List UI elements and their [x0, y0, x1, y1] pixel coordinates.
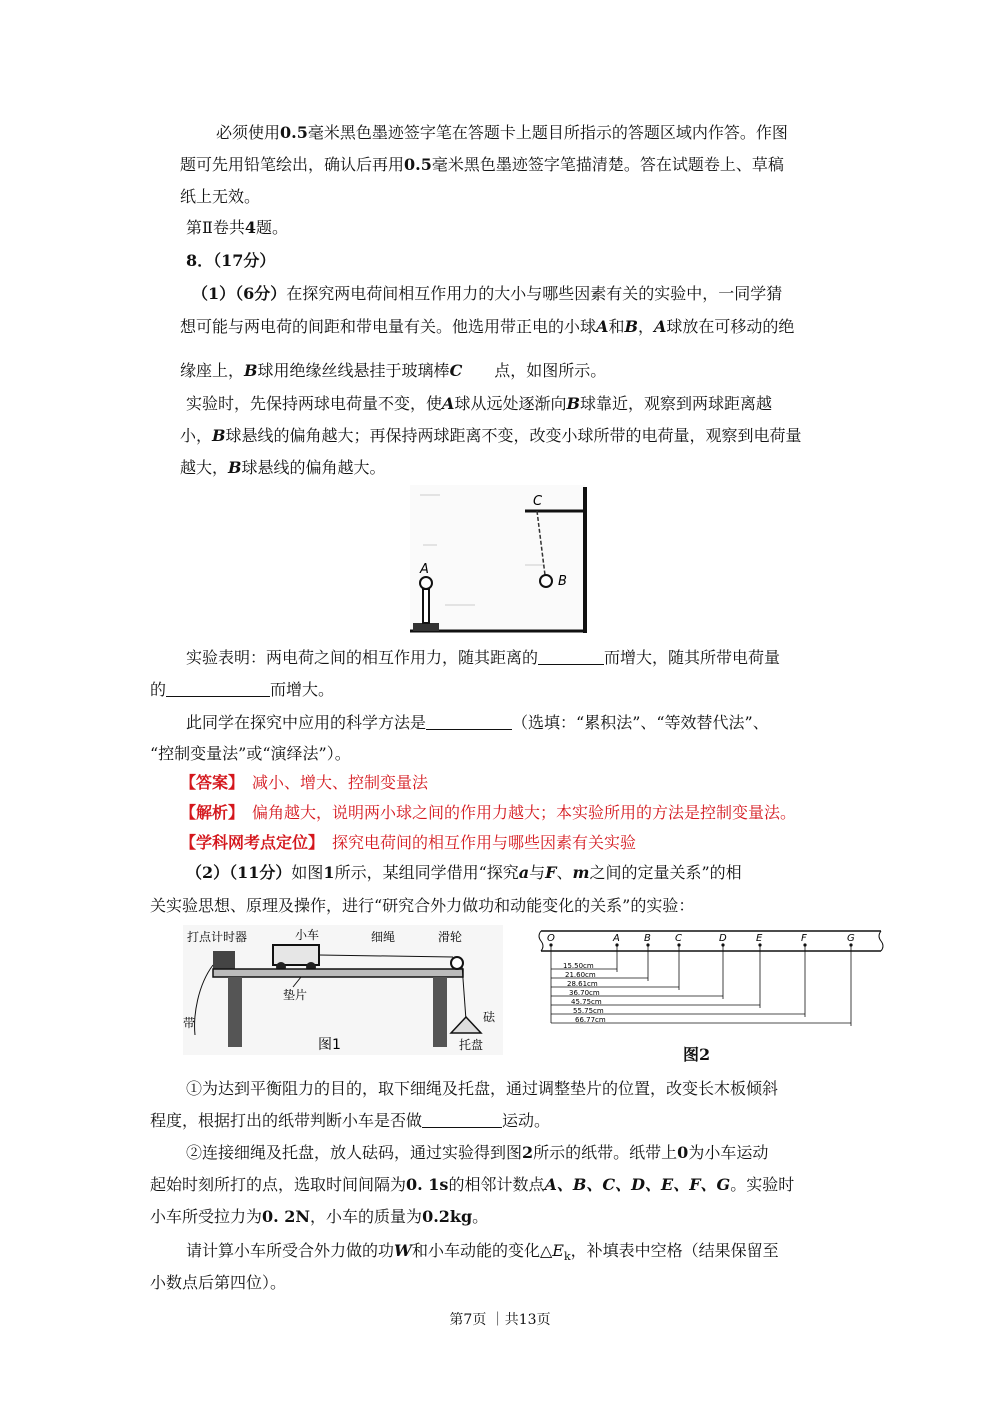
tape-point-label: O: [547, 933, 555, 944]
question-8-header: 8．（17分）: [186, 251, 276, 270]
tape-point-label: D: [719, 933, 727, 944]
tape-point-label: A: [613, 933, 620, 944]
part2-step2-line-2: 起始时刻所打的点，选取时间间隔为0. 1s的相邻计数点A、B、C、D、E、F、G。实验时: [150, 1175, 795, 1194]
label-tray: 托盘: [459, 1038, 484, 1052]
part1-result-line-1: 实验表明：两电荷之间的相互作用力，随其距离的 而增大，随其所带电荷量: [186, 648, 781, 667]
tape-dimension-label: 21.60cm: [565, 971, 596, 979]
part2-step3-line-1: 请计算小车所受合外力做的功W和小车动能的变化$\triangle E_k$，补填表中空格（结果保留至: [186, 1241, 779, 1264]
apparatus-figure-1: [183, 925, 503, 1055]
answer: 【答案】 减小、增大、控制变量法: [180, 773, 429, 792]
tape-point-label: E: [756, 933, 763, 944]
part2-step2-line-1: ②连接细绳及托盘，放人砝码，通过实验得到图2所示的纸带。纸带上0为小车运动: [186, 1143, 769, 1162]
tape-point-label: F: [801, 933, 807, 944]
part1-exp-line-1: 实验时，先保持两球电荷量不变，使A球从远处逐渐向B球靠近，观察到两球距离越: [186, 394, 772, 413]
part2-line-1: （2）（11分）如图1所示，某组同学借用“探究a与F、m之间的定量关系”的相: [186, 863, 742, 882]
label-weights: 砝: [483, 1010, 496, 1024]
tape-point-label: B: [644, 933, 651, 944]
tape-dimension-label: 15.50cm: [563, 962, 594, 970]
figure-label-c: C: [533, 494, 543, 509]
part2-step3-line-2: 小数点后第四位）。: [150, 1273, 287, 1292]
part1-method-line-2: “控制变量法”或“演绎法”）。: [150, 744, 351, 763]
part2-line-2: 关实验思想、原理及操作，进行“研究合外力做功和动能变化的关系”的实验：: [150, 896, 695, 915]
charge-experiment-figure: [405, 485, 595, 635]
tape-dimension-label: 66.77cm: [575, 1016, 606, 1024]
tape-dimension-label: 45.75cm: [571, 998, 602, 1006]
label-pad: 垫片: [283, 988, 308, 1002]
tape-point-label: C: [675, 933, 682, 944]
label-cart: 小车: [295, 928, 320, 942]
label-timer: 打点计时器: [187, 930, 248, 944]
paper-tape-figure-2: [535, 925, 887, 1027]
tape-dimensions: [551, 962, 851, 1024]
figure-label-b: B: [558, 574, 567, 589]
label-pulley: 滑轮: [438, 930, 463, 944]
part2-step1-line-2: 程度，根据打出的纸带判断小车是否做 运动。: [150, 1111, 551, 1130]
tape-dimension-label: 36.70cm: [569, 989, 600, 997]
instruction-line-3: 纸上无效。: [180, 187, 261, 206]
instruction-line-2: 题可先用铅笔绘出，确认后再用0.5毫米黑色墨迹签字笔描清楚。答在试题卷上、草稿: [180, 155, 784, 174]
part1-method-line-1: 此同学在探究中应用的科学方法是 （选填：“累积法”、“等效替代法”、: [186, 713, 769, 732]
part2-step2-line-3: 小车所受拉力为0. 2N，小车的质量为0.2kg。: [150, 1207, 489, 1226]
tape-dimension-label: 28.61cm: [567, 980, 598, 988]
figure-2-caption: 图2: [683, 1045, 711, 1064]
instruction-line-1: 必须使用0.5毫米黑色墨迹签字笔在答题卡上题目所指示的答题区域内作答。作图: [216, 123, 788, 142]
figure-1-caption: 图1: [318, 1037, 341, 1053]
part1-line-1: （1）（6分）在探究两电荷间相互作用力的大小与哪些因素有关的实验中，一同学猜: [192, 284, 783, 303]
label-rope: 细绳: [371, 930, 396, 944]
analysis: 【解析】 偏角越大，说明两小球之间的作用力越大；本实验所用的方法是控制变量法。: [180, 803, 797, 822]
page-footer: 第7页 ｜共13页: [449, 1312, 551, 1328]
part2-step1-line-1: ①为达到平衡阻力的目的，取下细绳及托盘，通过调整垫片的位置，改变长木板倾斜: [186, 1079, 779, 1098]
part1-result-line-2: 的 而增大。: [150, 680, 335, 699]
label-tape: 带: [183, 1016, 196, 1030]
part1-line-3: 缘座上，B球用绝缘丝线悬挂于玻璃棒C 点，如图所示。: [180, 361, 607, 380]
tape-dimension-label: 55.75cm: [573, 1007, 604, 1015]
volume-note: 第Ⅱ卷共4题。: [186, 218, 289, 237]
part1-exp-line-3: 越大，B球悬线的偏角越大。: [180, 458, 386, 477]
figure-label-a: A: [420, 562, 429, 577]
part1-exp-line-2: 小，B球悬线的偏角越大；再保持两球距离不变，改变小球所带的电荷量，观察到电荷量: [180, 426, 802, 445]
tape-point-label: G: [847, 933, 855, 944]
key-point: 【学科网考点定位】 探究电荷间的相互作用与哪些因素有关实验: [180, 833, 637, 852]
part1-line-2: 想可能与两电荷的间距和带电量有关。他选用带正电的小球A和B，A球放在可移动的绝: [180, 317, 795, 336]
